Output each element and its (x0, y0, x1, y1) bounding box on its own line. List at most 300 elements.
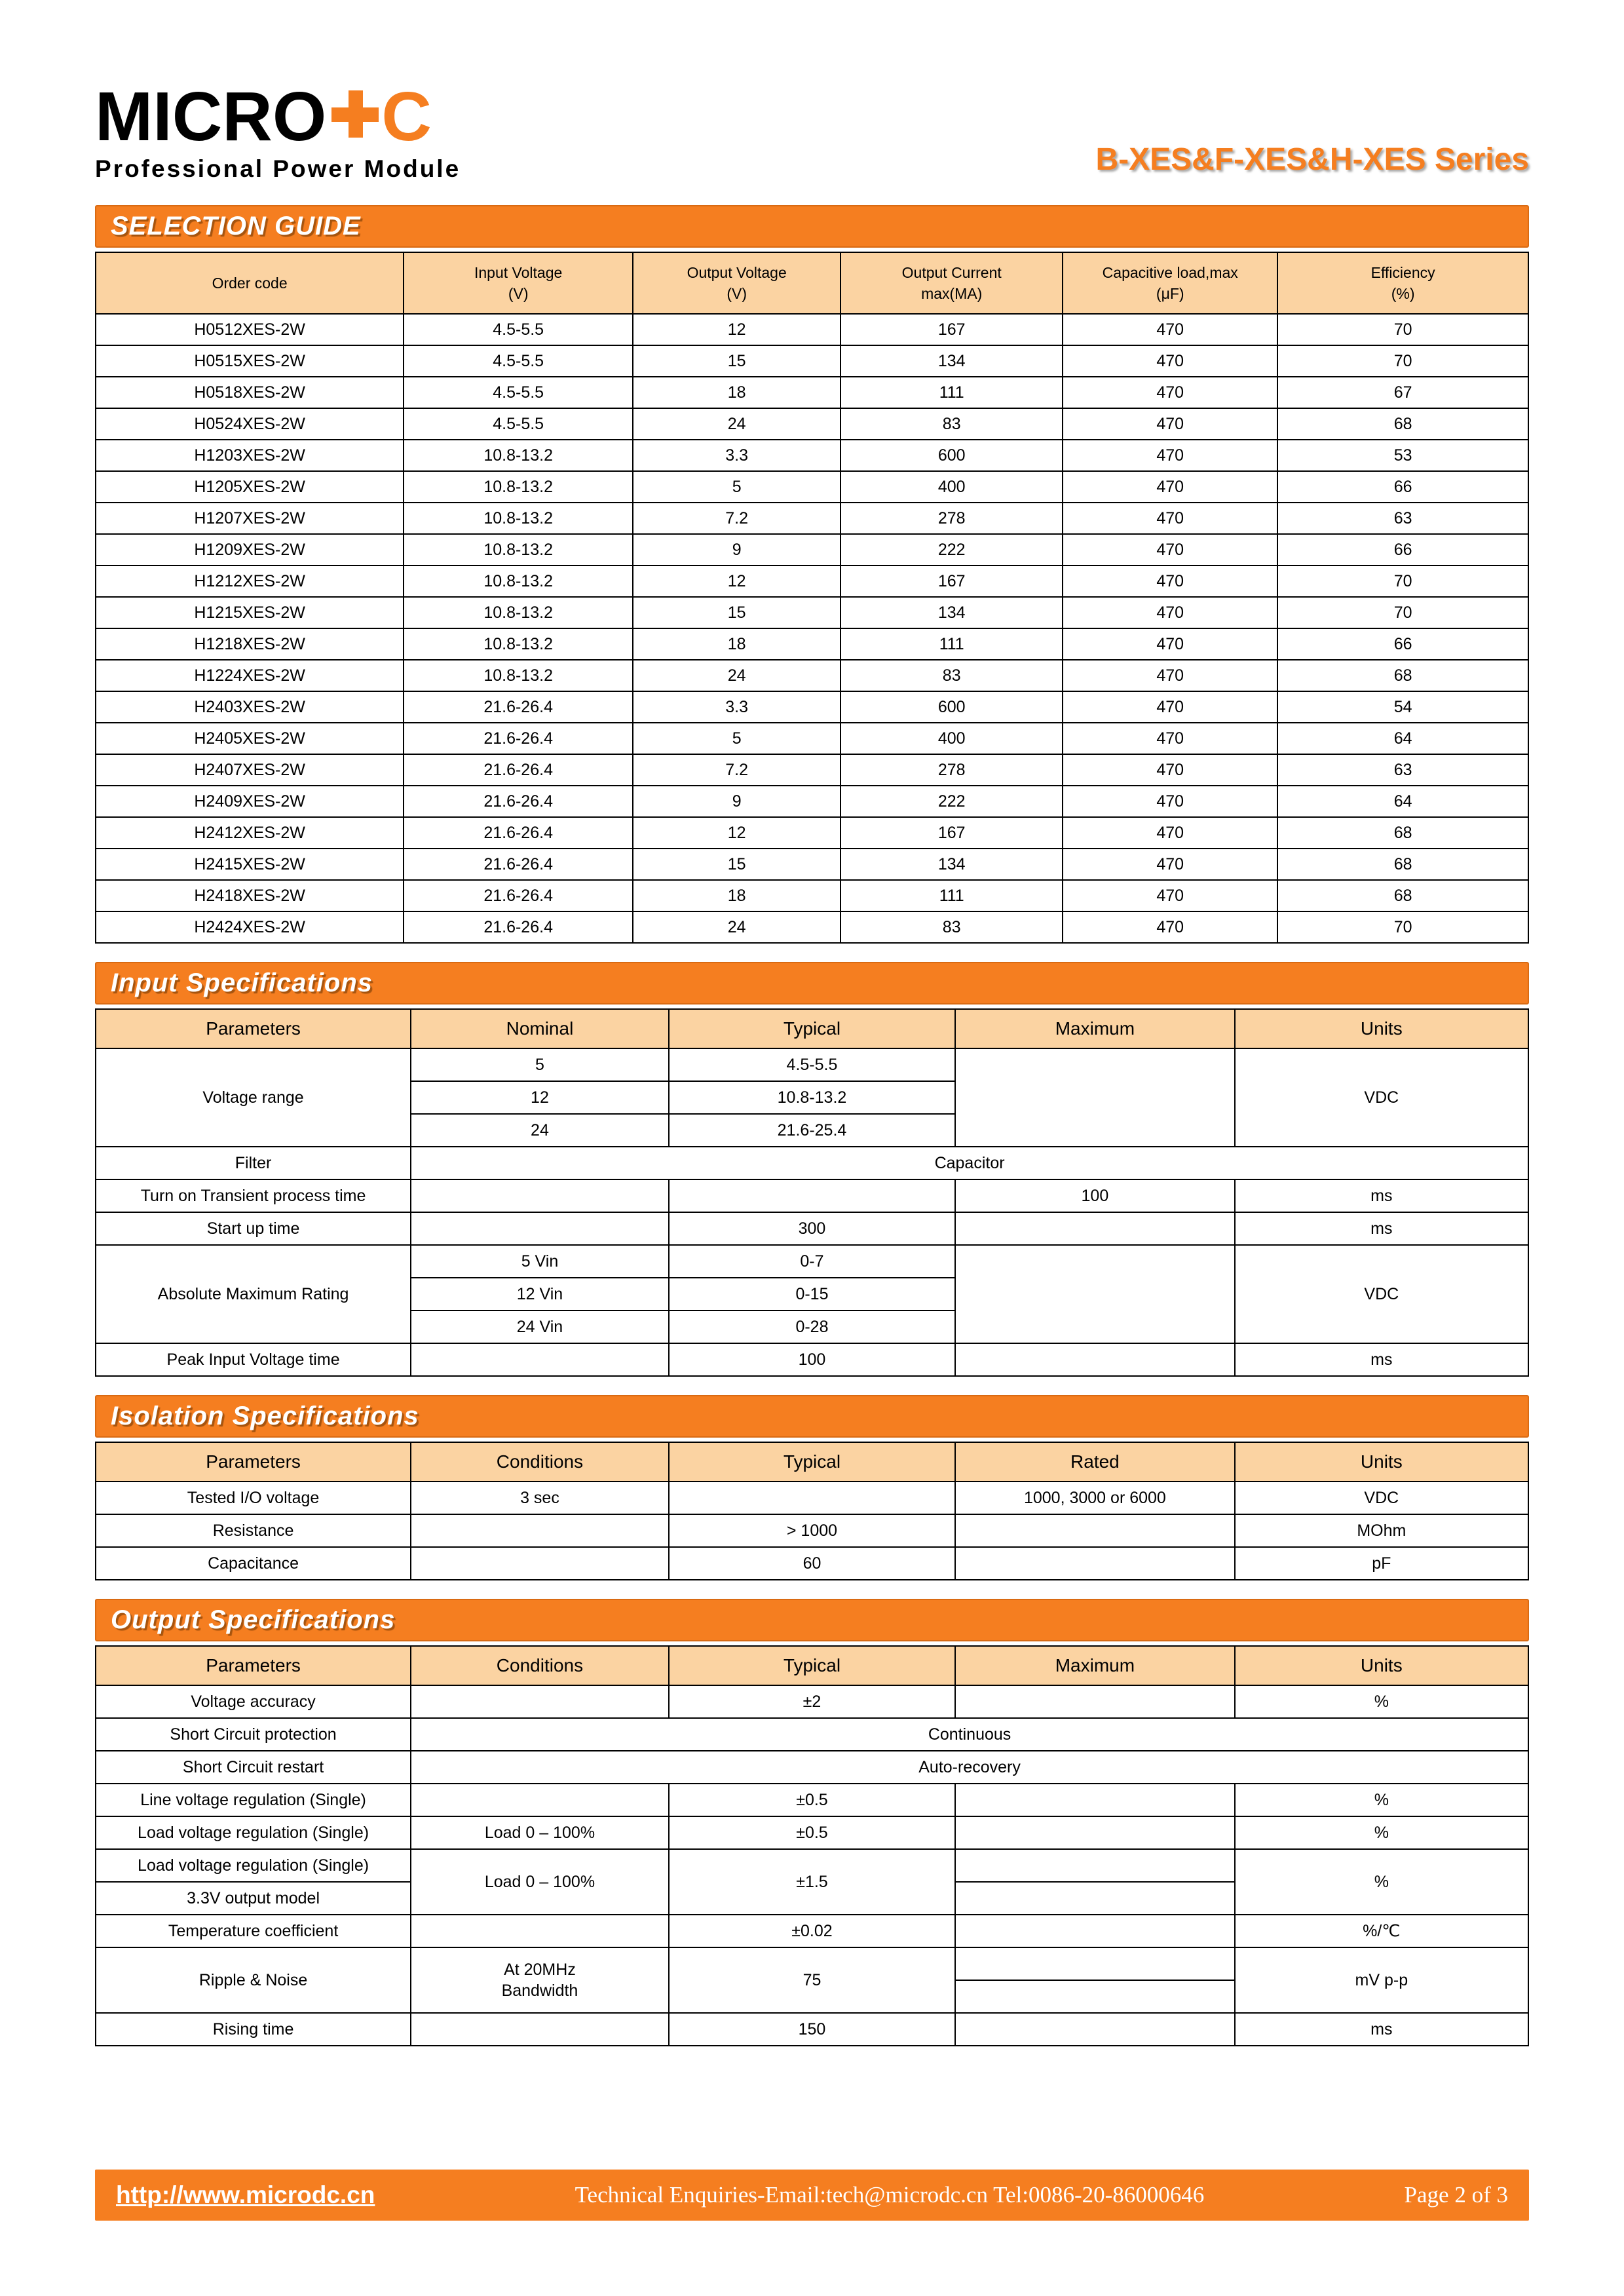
table-cell: 10.8-13.2 (404, 440, 633, 471)
column-header: Parameters (96, 1442, 411, 1482)
table-cell: 83 (840, 911, 1063, 943)
param-cell: Filter (96, 1147, 411, 1179)
table-cell: H1224XES-2W (96, 660, 404, 691)
param-cell: Voltage range (96, 1048, 411, 1147)
isolation-specs-table (95, 1442, 1529, 1580)
units-cell: % (1235, 1685, 1528, 1718)
selection-guide-row (96, 440, 1528, 471)
table-cell: 400 (840, 471, 1063, 503)
table-cell: 21.6-26.4 (404, 754, 633, 786)
table-cell: 15 (633, 345, 840, 377)
table-cell: 4.5-5.5 (404, 345, 633, 377)
table-row (96, 2013, 1528, 2046)
empty-cell (955, 1849, 1234, 1882)
output-specs-head (96, 1646, 1528, 1685)
table-cell: H0512XES-2W (96, 314, 404, 345)
param-cell: Start up time (96, 1212, 411, 1245)
table-cell: 7.2 (633, 754, 840, 786)
brand-block (95, 78, 461, 183)
table-cell: H2405XES-2W (96, 723, 404, 754)
table-cell: H2418XES-2W (96, 880, 404, 911)
empty-cell (955, 1816, 1234, 1849)
table-cell: Tested I/O voltage (96, 1482, 411, 1514)
units-cell: ms (1235, 2013, 1528, 2046)
empty-cell (411, 1784, 669, 1816)
empty-cell (955, 1343, 1234, 1376)
table-cell: 470 (1063, 754, 1277, 786)
units-cell: ms (1235, 1343, 1528, 1376)
table-cell (669, 1482, 955, 1514)
selection-guide-row (96, 754, 1528, 786)
table-cell: H2415XES-2W (96, 849, 404, 880)
table-cell: 470 (1063, 849, 1277, 880)
value-cell: 4.5-5.5 (669, 1048, 955, 1081)
column-header: Typical (669, 1009, 955, 1048)
selection-guide-header-bar (95, 205, 1529, 248)
website-link[interactable]: http://www.microdc.cn (116, 2181, 375, 2208)
table-cell: 470 (1063, 408, 1277, 440)
empty-cell (955, 1980, 1234, 2013)
value-cell (411, 1947, 669, 2013)
isolation-specs-section (95, 1395, 1529, 1580)
table-cell: 470 (1063, 534, 1277, 565)
table-cell: 64 (1277, 786, 1528, 817)
header-row (96, 252, 1528, 314)
column-header: Parameters (96, 1009, 411, 1048)
table-cell: 68 (1277, 817, 1528, 849)
selection-guide-row (96, 723, 1528, 754)
empty-cell (955, 1048, 1234, 1147)
table-row (96, 1816, 1528, 1849)
value-cell: ±0.02 (669, 1915, 955, 1947)
empty-cell (411, 1685, 669, 1718)
empty-cell (411, 1179, 669, 1212)
table-cell: 222 (840, 534, 1063, 565)
table-cell: 70 (1277, 314, 1528, 345)
table-cell: 470 (1063, 911, 1277, 943)
table-cell: 10.8-13.2 (404, 503, 633, 534)
table-row (96, 1048, 1528, 1081)
table-cell: 21.6-26.4 (404, 880, 633, 911)
value-cell: 24 (411, 1114, 669, 1147)
table-cell: 7.2 (633, 503, 840, 534)
table-cell: 278 (840, 754, 1063, 786)
header-row (96, 1009, 1528, 1048)
table-cell: 222 (840, 786, 1063, 817)
section-title-isolation-specs: Isolation Specifications (111, 1402, 419, 1430)
table-cell: 400 (840, 723, 1063, 754)
logo-text-c: C (381, 78, 432, 155)
value-cell: Continuous (411, 1718, 1528, 1751)
table-cell (411, 1514, 669, 1547)
header-row (96, 1442, 1528, 1482)
column-header: Units (1235, 1442, 1528, 1482)
table-cell: 9 (633, 534, 840, 565)
table-row (96, 1685, 1528, 1718)
value-cell: Load 0 – 100% (411, 1849, 669, 1915)
param-cell: Rising time (96, 2013, 411, 2046)
selection-guide-row (96, 471, 1528, 503)
table-cell: 18 (633, 880, 840, 911)
table-cell: 111 (840, 880, 1063, 911)
table-cell: 470 (1063, 723, 1277, 754)
table-cell: 10.8-13.2 (404, 660, 633, 691)
selection-guide-row (96, 534, 1528, 565)
table-cell: VDC (1235, 1482, 1528, 1514)
table-row (96, 1343, 1528, 1376)
table-cell: 68 (1277, 660, 1528, 691)
value-cell: Auto-recovery (411, 1751, 1528, 1784)
selection-guide-head (96, 252, 1528, 314)
table-cell: 66 (1277, 534, 1528, 565)
value-cell: 0-7 (669, 1245, 955, 1278)
selection-guide-row (96, 660, 1528, 691)
table-cell: 12 (633, 314, 840, 345)
table-cell: 12 (633, 817, 840, 849)
table-cell: 134 (840, 345, 1063, 377)
column-header: Parameters (96, 1646, 411, 1685)
table-cell: 24 (633, 408, 840, 440)
empty-cell (955, 1915, 1234, 1947)
table-cell: 66 (1277, 471, 1528, 503)
footer-contact: Technical Enquiries-Email:tech@microdc.cn Tel:0086-20-86000646 (575, 2182, 1205, 2208)
table-cell: H2412XES-2W (96, 817, 404, 849)
output-specs-header-bar (95, 1599, 1529, 1641)
table-cell: 4.5-5.5 (404, 408, 633, 440)
value-cell: 12 (411, 1081, 669, 1114)
table-cell: 83 (840, 660, 1063, 691)
input-specs-header-bar (95, 962, 1529, 1004)
table-cell: 470 (1063, 377, 1277, 408)
table-row (96, 1179, 1528, 1212)
empty-cell (955, 2013, 1234, 2046)
value-cell: 100 (669, 1343, 955, 1376)
units-cell: VDC (1235, 1048, 1528, 1147)
empty-cell (955, 1947, 1234, 1980)
logo-plus-icon (331, 90, 379, 138)
column-header: Conditions (411, 1442, 669, 1482)
table-cell: 111 (840, 377, 1063, 408)
table-row (96, 1784, 1528, 1816)
table-cell: 167 (840, 314, 1063, 345)
isolation-row (96, 1514, 1528, 1547)
table-cell: 10.8-13.2 (404, 534, 633, 565)
table-cell: 9 (633, 786, 840, 817)
output-specs-section (95, 1599, 1529, 2046)
table-cell: 470 (1063, 314, 1277, 345)
empty-cell (411, 2013, 669, 2046)
isolation-row (96, 1482, 1528, 1514)
table-cell: 21.6-26.4 (404, 723, 633, 754)
table-cell: 68 (1277, 880, 1528, 911)
table-row (96, 1718, 1528, 1751)
selection-guide-row (96, 911, 1528, 943)
selection-guide-row (96, 565, 1528, 597)
table-cell: 470 (1063, 345, 1277, 377)
selection-guide-row (96, 503, 1528, 534)
empty-cell (411, 1212, 669, 1245)
units-cell: ms (1235, 1212, 1528, 1245)
param-cell: Turn on Transient process time (96, 1179, 411, 1212)
column-header: Rated (955, 1442, 1234, 1482)
selection-guide-row (96, 408, 1528, 440)
value-cell: 150 (669, 2013, 955, 2046)
param-cell: Load voltage regulation (Single) (96, 1849, 411, 1882)
selection-guide-row (96, 345, 1528, 377)
table-cell: 15 (633, 849, 840, 880)
column-header: Conditions (411, 1646, 669, 1685)
table-cell: H1209XES-2W (96, 534, 404, 565)
selection-guide-row (96, 691, 1528, 723)
value-cell: 12 Vin (411, 1278, 669, 1311)
column-header: Units (1235, 1646, 1528, 1685)
isolation-specs-header-bar (95, 1395, 1529, 1438)
selection-guide-row (96, 314, 1528, 345)
param-cell: 3.3V output model (96, 1882, 411, 1915)
table-cell: H2407XES-2W (96, 754, 404, 786)
table-cell: 4.5-5.5 (404, 377, 633, 408)
empty-cell (411, 1343, 669, 1376)
table-cell: 470 (1063, 786, 1277, 817)
ripple-conditions-line1: At 20MHz (504, 1960, 576, 1979)
table-cell: 470 (1063, 440, 1277, 471)
output-specs-body (96, 1685, 1528, 2046)
param-cell: Short Circuit protection (96, 1718, 411, 1751)
column-header: Output Current max(MA) (840, 252, 1063, 314)
table-cell: 134 (840, 597, 1063, 628)
value-cell: 21.6-25.4 (669, 1114, 955, 1147)
table-cell: > 1000 (669, 1514, 955, 1547)
table-cell: 68 (1277, 408, 1528, 440)
value-cell: ±0.5 (669, 1816, 955, 1849)
column-header: Typical (669, 1646, 955, 1685)
table-cell (955, 1514, 1234, 1547)
table-cell: 21.6-26.4 (404, 691, 633, 723)
value-cell: 5 (411, 1048, 669, 1081)
column-header: Typical (669, 1442, 955, 1482)
table-cell: 5 (633, 471, 840, 503)
table-cell: 4.5-5.5 (404, 314, 633, 345)
table-cell: 63 (1277, 754, 1528, 786)
param-cell: Voltage accuracy (96, 1685, 411, 1718)
table-cell: H1212XES-2W (96, 565, 404, 597)
table-row (96, 1147, 1528, 1179)
table-cell: 10.8-13.2 (404, 597, 633, 628)
empty-cell (669, 1179, 955, 1212)
table-cell: 600 (840, 691, 1063, 723)
table-row (96, 1947, 1528, 1980)
table-cell: 53 (1277, 440, 1528, 471)
table-cell: 134 (840, 849, 1063, 880)
table-cell: Capacitance (96, 1547, 411, 1580)
table-cell: 64 (1277, 723, 1528, 754)
table-cell: 470 (1063, 565, 1277, 597)
column-header: Order code (96, 252, 404, 314)
output-specs-table (95, 1645, 1529, 2046)
table-cell: 67 (1277, 377, 1528, 408)
table-cell: 167 (840, 817, 1063, 849)
table-cell: H1218XES-2W (96, 628, 404, 660)
section-title-selection-guide: SELECTION GUIDE (111, 212, 361, 240)
column-header: Output Voltage (V) (633, 252, 840, 314)
table-cell: Resistance (96, 1514, 411, 1547)
series-title: B-XES&F-XES&H-XES Series (1095, 142, 1529, 177)
param-cell: Line voltage regulation (Single) (96, 1784, 411, 1816)
table-cell: 24 (633, 911, 840, 943)
table-row (96, 1751, 1528, 1784)
table-cell: 21.6-26.4 (404, 786, 633, 817)
logo-text-micro: MICRO (95, 78, 327, 155)
table-cell: H2409XES-2W (96, 786, 404, 817)
table-row (96, 1245, 1528, 1278)
isolation-row (96, 1547, 1528, 1580)
selection-guide-section (95, 205, 1529, 944)
selection-guide-row (96, 786, 1528, 817)
param-cell: Temperature coefficient (96, 1915, 411, 1947)
table-cell: 10.8-13.2 (404, 628, 633, 660)
table-cell: H2403XES-2W (96, 691, 404, 723)
empty-cell (955, 1212, 1234, 1245)
microdc-logo (95, 78, 461, 155)
value-cell: Capacitor (411, 1147, 1528, 1179)
table-cell: H1203XES-2W (96, 440, 404, 471)
table-cell: H0524XES-2W (96, 408, 404, 440)
column-header: Capacitive load,max (μF) (1063, 252, 1277, 314)
table-cell: H1207XES-2W (96, 503, 404, 534)
table-cell (411, 1547, 669, 1580)
isolation-body (96, 1482, 1528, 1580)
selection-guide-row (96, 849, 1528, 880)
ripple-conditions-line2: Bandwidth (501, 1981, 578, 2000)
value-cell: 100 (955, 1179, 1234, 1212)
page-header (95, 78, 1529, 183)
table-cell: pF (1235, 1547, 1528, 1580)
table-cell: 70 (1277, 911, 1528, 943)
empty-cell (955, 1882, 1234, 1915)
table-cell: H0515XES-2W (96, 345, 404, 377)
units-cell: %/℃ (1235, 1915, 1528, 1947)
header-row (96, 1646, 1528, 1685)
table-cell: 3 sec (411, 1482, 669, 1514)
footer (95, 2170, 1529, 2221)
units-cell: % (1235, 1849, 1528, 1915)
selection-guide-table (95, 252, 1529, 944)
units-cell: % (1235, 1816, 1528, 1849)
table-cell: 10.8-13.2 (404, 565, 633, 597)
units-cell: ms (1235, 1179, 1528, 1212)
page-number: Page 2 of 3 (1404, 2182, 1508, 2208)
table-cell: 470 (1063, 691, 1277, 723)
value-cell: 75 (669, 1947, 955, 2013)
table-cell: 70 (1277, 345, 1528, 377)
column-header: Units (1235, 1009, 1528, 1048)
value-cell: Load 0 – 100% (411, 1816, 669, 1849)
table-row (96, 1915, 1528, 1947)
value-cell: 0-28 (669, 1311, 955, 1343)
table-cell: 70 (1277, 565, 1528, 597)
selection-guide-row (96, 817, 1528, 849)
table-cell: 470 (1063, 880, 1277, 911)
value-cell: ±1.5 (669, 1849, 955, 1915)
empty-cell (955, 1784, 1234, 1816)
table-row (96, 1212, 1528, 1245)
table-cell: H0518XES-2W (96, 377, 404, 408)
table-cell: 5 (633, 723, 840, 754)
units-cell: % (1235, 1784, 1528, 1816)
table-cell: 1000, 3000 or 6000 (955, 1482, 1234, 1514)
table-cell: 3.3 (633, 691, 840, 723)
brand-tagline: Professional Power Module (95, 155, 461, 182)
table-cell: 470 (1063, 471, 1277, 503)
table-cell: 83 (840, 408, 1063, 440)
table-cell: H1215XES-2W (96, 597, 404, 628)
table-cell: 470 (1063, 660, 1277, 691)
input-specs-section (95, 962, 1529, 1377)
table-cell: 470 (1063, 628, 1277, 660)
column-header: Maximum (955, 1646, 1234, 1685)
column-header: Efficiency (%) (1277, 252, 1528, 314)
table-cell: 66 (1277, 628, 1528, 660)
table-cell: 111 (840, 628, 1063, 660)
value-cell: 0-15 (669, 1278, 955, 1311)
column-header: Maximum (955, 1009, 1234, 1048)
selection-guide-row (96, 880, 1528, 911)
table-cell: 21.6-26.4 (404, 911, 633, 943)
value-cell: ±2 (669, 1685, 955, 1718)
input-specs-head (96, 1009, 1528, 1048)
table-cell: 470 (1063, 503, 1277, 534)
selection-guide-row (96, 377, 1528, 408)
table-cell: MOhm (1235, 1514, 1528, 1547)
table-cell: 470 (1063, 597, 1277, 628)
table-cell: 63 (1277, 503, 1528, 534)
value-cell: 5 Vin (411, 1245, 669, 1278)
section-title-output-specs: Output Specifications (111, 1605, 396, 1634)
table-cell: 68 (1277, 849, 1528, 880)
table-cell: 54 (1277, 691, 1528, 723)
isolation-specs-head (96, 1442, 1528, 1482)
units-cell: mV p-p (1235, 1947, 1528, 2013)
param-cell: Load voltage regulation (Single) (96, 1816, 411, 1849)
table-cell: 15 (633, 597, 840, 628)
table-cell: H1205XES-2W (96, 471, 404, 503)
selection-guide-row (96, 597, 1528, 628)
table-cell: 278 (840, 503, 1063, 534)
selection-guide-row (96, 628, 1528, 660)
table-cell: H2424XES-2W (96, 911, 404, 943)
table-cell: 18 (633, 628, 840, 660)
table-cell: 12 (633, 565, 840, 597)
table-cell: 70 (1277, 597, 1528, 628)
units-cell: VDC (1235, 1245, 1528, 1343)
table-cell: 21.6-26.4 (404, 849, 633, 880)
table-cell (955, 1547, 1234, 1580)
empty-cell (411, 1915, 669, 1947)
input-specs-body (96, 1048, 1528, 1376)
table-cell: 3.3 (633, 440, 840, 471)
section-title-input-specs: Input Specifications (111, 968, 373, 997)
table-cell: 470 (1063, 817, 1277, 849)
table-cell: 18 (633, 377, 840, 408)
selection-guide-body (96, 314, 1528, 943)
value-cell: 24 Vin (411, 1311, 669, 1343)
value-cell: ±0.5 (669, 1784, 955, 1816)
table-cell: 60 (669, 1547, 955, 1580)
table-cell: 21.6-26.4 (404, 817, 633, 849)
empty-cell (955, 1685, 1234, 1718)
table-row (96, 1849, 1528, 1882)
table-cell: 24 (633, 660, 840, 691)
